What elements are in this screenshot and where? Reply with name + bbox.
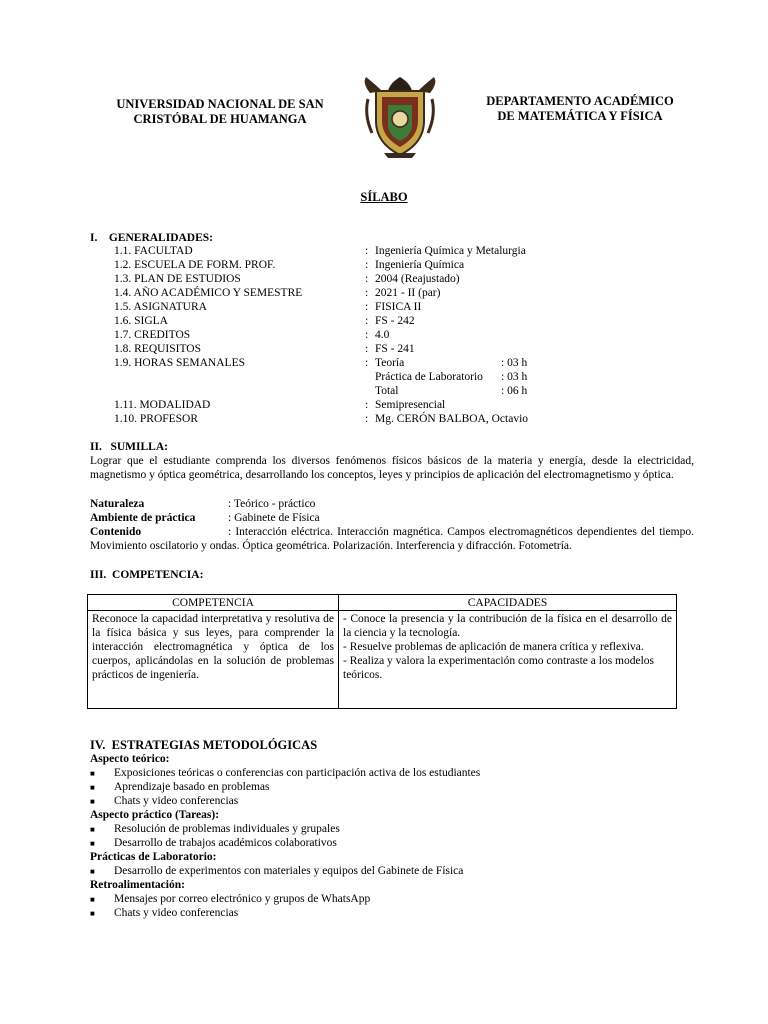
list-item: Aprendizaje basado en problemas	[114, 781, 270, 793]
contenido-value	[90, 525, 694, 553]
bullet-icon: ■	[90, 783, 95, 792]
university-line-1: UNIVERSIDAD NACIONAL DE SAN	[116, 97, 324, 111]
gen-row-colon: :	[365, 245, 369, 257]
gen-row-colon: :	[365, 413, 369, 425]
gen-row-value: FISICA II	[375, 301, 422, 313]
bullet-icon: ■	[90, 769, 95, 778]
gen-row-colon: :	[365, 399, 369, 411]
section-estrategias-heading: IV. ESTRATEGIAS METODOLÓGICAS	[90, 738, 318, 752]
bullet-icon: ■	[90, 839, 95, 848]
gen-row-label: 1.11. MODALIDAD	[114, 399, 211, 411]
hours-value: : 03 h	[501, 357, 528, 369]
capacidades-cell	[339, 611, 677, 709]
hours-value: : 03 h	[501, 371, 528, 383]
col-header-competencia: COMPETENCIA	[88, 595, 339, 611]
capacidad-item: - Resuelve problemas de aplicación de manera crítica y reflexiva.	[343, 641, 644, 653]
department-line-2: DE MATEMÁTICA Y FÍSICA	[497, 109, 663, 123]
sumilla-paragraph: Lograr que el estudiante comprenda los diversos fenómenos físicos básicos de la materia y energía, desde la electricidad, magnetismo y óptica geométrica, desarrollando los conceptos, leyes y principios de aplicación del electromagnetismo y óptica.	[90, 455, 694, 481]
gen-row-colon: :	[365, 343, 369, 355]
hours-name: Teoría	[375, 357, 405, 369]
hours-value: : 06 h	[501, 385, 528, 397]
gen-row-label: 1.7. CREDITOS	[114, 329, 191, 341]
gen-row-value: FS - 242	[375, 315, 415, 327]
section-sumilla-heading: II. SUMILLA:	[90, 441, 168, 453]
list-item: Resolución de problemas individuales y grupales	[114, 823, 340, 835]
ambiente-value: : Gabinete de Física	[228, 512, 320, 524]
gen-row-label: 1.4. AÑO ACADÉMICO Y SEMESTRE	[114, 287, 303, 299]
bullet-icon: ■	[90, 867, 95, 876]
gen-row-colon: :	[365, 273, 369, 285]
col-header-capacidades: CAPACIDADES	[339, 595, 677, 611]
gen-row-colon: :	[365, 357, 369, 369]
gen-row-label: 1.8. REQUISITOS	[114, 343, 202, 355]
competencia-cell: Reconoce la capacidad interpretativa y resolutiva de la física básica y sus leyes, para comprender la interacción electromagnética y óptica de los cuerpos, aplicándolas en la solución de problemas prácticos de ingeniería.	[88, 611, 339, 709]
capacidad-item: - Realiza y valora la experimentación como contraste a los modelos teóricos.	[343, 655, 655, 681]
hours-name: Total	[375, 385, 399, 397]
list-item: Mensajes por correo electrónico y grupos de WhatsApp	[114, 893, 371, 905]
gen-row-label: 1.6. SIGLA	[114, 315, 168, 327]
crest-icon	[360, 75, 440, 159]
gen-row-value: Ingeniería Química	[375, 259, 465, 271]
bullet-icon: ■	[90, 909, 95, 918]
table-header-row	[88, 595, 677, 611]
gen-row-label: 1.3. PLAN DE ESTUDIOS	[114, 273, 241, 285]
gen-row-value: 2004 (Reajustado)	[375, 273, 460, 285]
department-line-1: DEPARTAMENTO ACADÉMICO	[486, 94, 674, 108]
list-item: Chats y video conferencias	[114, 795, 239, 807]
ambiente-label: Ambiente de práctica	[90, 512, 196, 524]
section-competencia-heading: III. COMPETENCIA:	[90, 569, 204, 581]
list-item: Chats y video conferencias	[114, 907, 239, 919]
gen-row-value: 4.0	[375, 329, 390, 341]
group-title: Aspecto práctico (Tareas):	[90, 809, 220, 821]
naturaleza-label: Naturaleza	[90, 498, 145, 510]
gen-row-value: Ingeniería Química y Metalurgia	[375, 245, 526, 257]
gen-row-colon: :	[365, 259, 369, 271]
university-line-2: CRISTÓBAL DE HUAMANGA	[133, 112, 307, 126]
list-item: Desarrollo de trabajos académicos colaborativos	[114, 837, 337, 849]
gen-row-label: 1.1. FACULTAD	[114, 245, 193, 257]
gen-row-value: FS - 241	[375, 343, 415, 355]
contenido-text: : Interacción eléctrica. Interacción magnética. Campos electromagnéticos dependientes del tiempo. Movimiento oscilatorio y ondas. Óptica geométrica. Polarización. Interferencia y difracción. Fotometría.	[90, 526, 694, 552]
department-name	[460, 94, 700, 124]
gen-row-label: 1.5. ASIGNATURA	[114, 301, 207, 313]
document-title: SÍLABO	[360, 190, 408, 204]
gen-row-value: Mg. CERÓN BALBOA, Octavio	[375, 413, 529, 425]
group-title: Prácticas de Laboratorio:	[90, 851, 217, 863]
gen-row-colon: :	[365, 329, 369, 341]
gen-row-colon: :	[365, 287, 369, 299]
bullet-icon: ■	[90, 797, 95, 806]
capacidad-item: - Conoce la presencia y la contribución de la física en el desarrollo de la ciencia y la tecnología.	[343, 613, 672, 639]
gen-row-value: Semipresencial	[375, 399, 446, 411]
hours-name: Práctica de Laboratorio	[375, 371, 483, 383]
university-name	[90, 97, 350, 127]
gen-row-colon: :	[365, 301, 369, 313]
gen-row-value: 2021 - II (par)	[375, 287, 441, 299]
list-item: Exposiciones teóricas o conferencias con participación activa de los estudiantes	[114, 767, 481, 779]
gen-row-label: 1.10. PROFESOR	[114, 413, 199, 425]
university-crest-logo	[360, 75, 440, 159]
group-title: Retroalimentación:	[90, 879, 185, 891]
table-row	[88, 611, 677, 709]
section-generalidades-heading: I. GENERALIDADES:	[90, 232, 214, 244]
gen-row-label: 1.2. ESCUELA DE FORM. PROF.	[114, 259, 276, 271]
group-title: Aspecto teórico:	[90, 753, 170, 765]
competencia-table	[87, 594, 677, 709]
naturaleza-value: : Teórico - práctico	[228, 498, 316, 510]
list-item: Desarrollo de experimentos con materiales y equipos del Gabinete de Física	[114, 865, 464, 877]
gen-row-label: 1.9. HORAS SEMANALES	[114, 357, 245, 369]
contenido-label: Contenido	[90, 526, 142, 538]
bullet-icon: ■	[90, 825, 95, 834]
bullet-icon: ■	[90, 895, 95, 904]
gen-row-colon: :	[365, 315, 369, 327]
